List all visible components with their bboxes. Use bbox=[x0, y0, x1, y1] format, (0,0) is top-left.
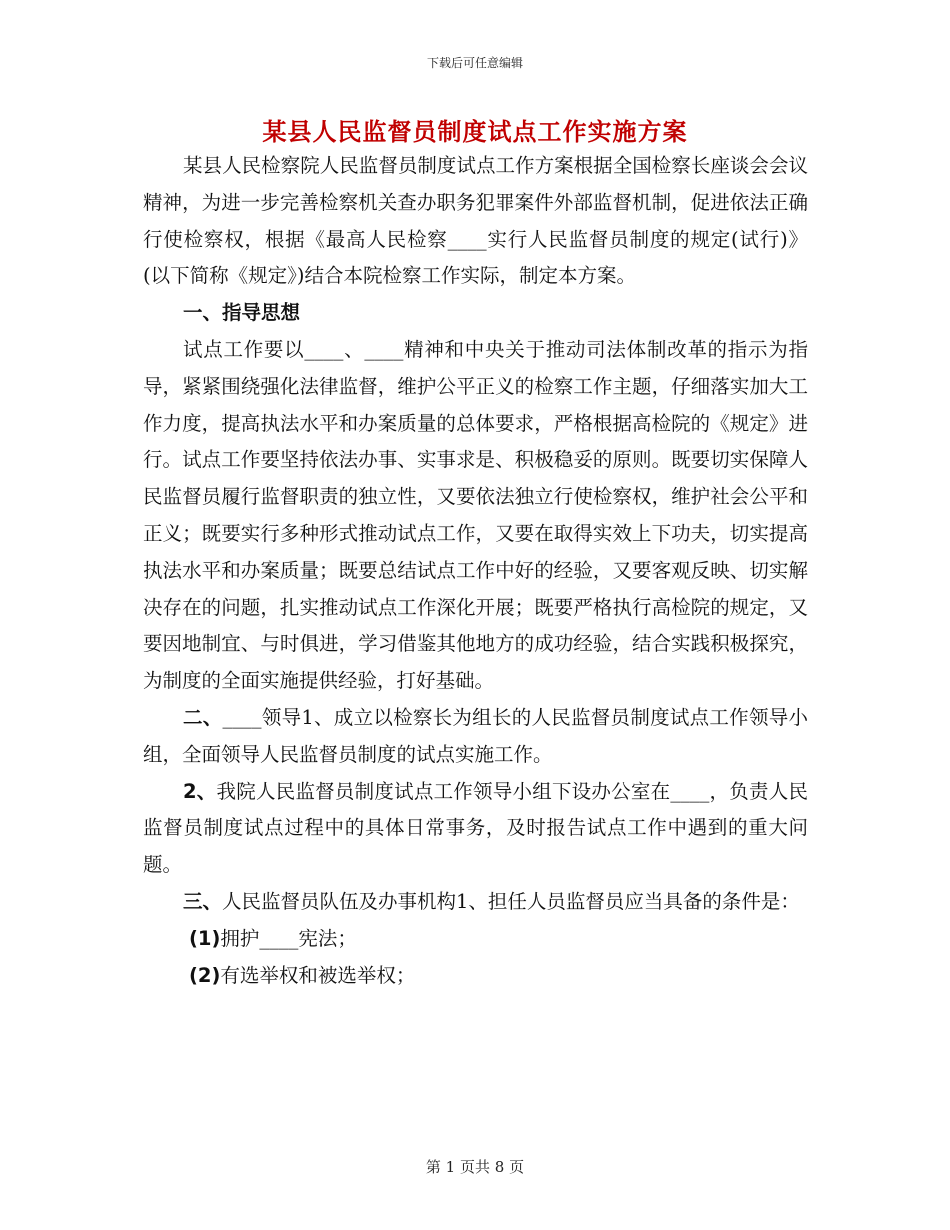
document-body bbox=[143, 148, 808, 994]
supervisor-team-paragraph bbox=[143, 884, 808, 921]
item-text: 拥护____宪法； bbox=[220, 926, 357, 950]
paragraph-lead: 二、 bbox=[183, 705, 223, 729]
paragraph-text: 人民监督员队伍及办事机构1、担任人员监督员应当具备的条件是： bbox=[222, 889, 800, 913]
paragraph-lead: 三、 bbox=[183, 889, 223, 913]
section-heading-guiding-ideology: 一、指导思想 bbox=[183, 301, 301, 325]
paragraph-text: ____领导1、成立以检察长为组长的人民监督员制度试点工作领导小组，全面领导人民监督员制度的试点实施工作。 bbox=[143, 705, 808, 766]
leadership-paragraph bbox=[143, 700, 808, 774]
header-note: 下载后可任意编辑 bbox=[426, 56, 523, 70]
guiding-ideology-paragraph: 试点工作要以____、____精神和中央关于推动司法体制改革的指示为指导，紧紧围绕强化法律监督，维护公平正义的检察工作主题，仔细落实加大工作力度，提高执法水平和办案质量的总体要求，严格根据高检院的《规定》进行。试点工作要坚持依法办事、实事求是、积极稳妥的原则。既要切实保障人民监督员履行监督职责的独立性，又要依法独立行使检察权，维护社会公平和正义；既要实行多种形式推动试点工作，又要在取得实效上下功夫，切实提高执法水平和办案质量；既要总结试点工作中好的经验，又要客观反映、切实解决存在的问题，扎实推动试点工作深化开展；既要严格执行高检院的规定，又要因地制宜、与时俱进，学习借鉴其他地方的成功经验，结合实践积极探究，为制度的全面实施提供经验，打好基础。 bbox=[143, 337, 808, 693]
document-title: 某县人民监督员制度试点工作实施方案 bbox=[262, 118, 688, 146]
item-number: (1) bbox=[189, 926, 221, 950]
item-text: 有选举权和被选举权； bbox=[220, 963, 416, 987]
page-footer: 第 1 页共 8 页 bbox=[425, 1158, 525, 1176]
item-number: (2) bbox=[189, 963, 221, 987]
condition-item-2 bbox=[143, 958, 808, 995]
office-paragraph bbox=[143, 774, 808, 884]
condition-item-1 bbox=[143, 921, 808, 958]
paragraph-lead: 2、 bbox=[183, 779, 217, 803]
paragraph-text: 我院人民监督员制度试点工作领导小组下设办公室在____，负责人民监督员制度试点过程中的具体日常事务，及时报告试点工作中遇到的重大问题。 bbox=[143, 779, 808, 877]
intro-paragraph: 某县人民检察院人民监督员制度试点工作方案根据全国检察长座谈会会议精神，为进一步完善检察机关查办职务犯罪案件外部监督机制，促进依法正确行使检察权，根据《最高人民检察____实行人民监督员制度的规定(试行)》(以下简称《规定》)结合本院检察工作实际，制定本方案。 bbox=[143, 154, 808, 288]
